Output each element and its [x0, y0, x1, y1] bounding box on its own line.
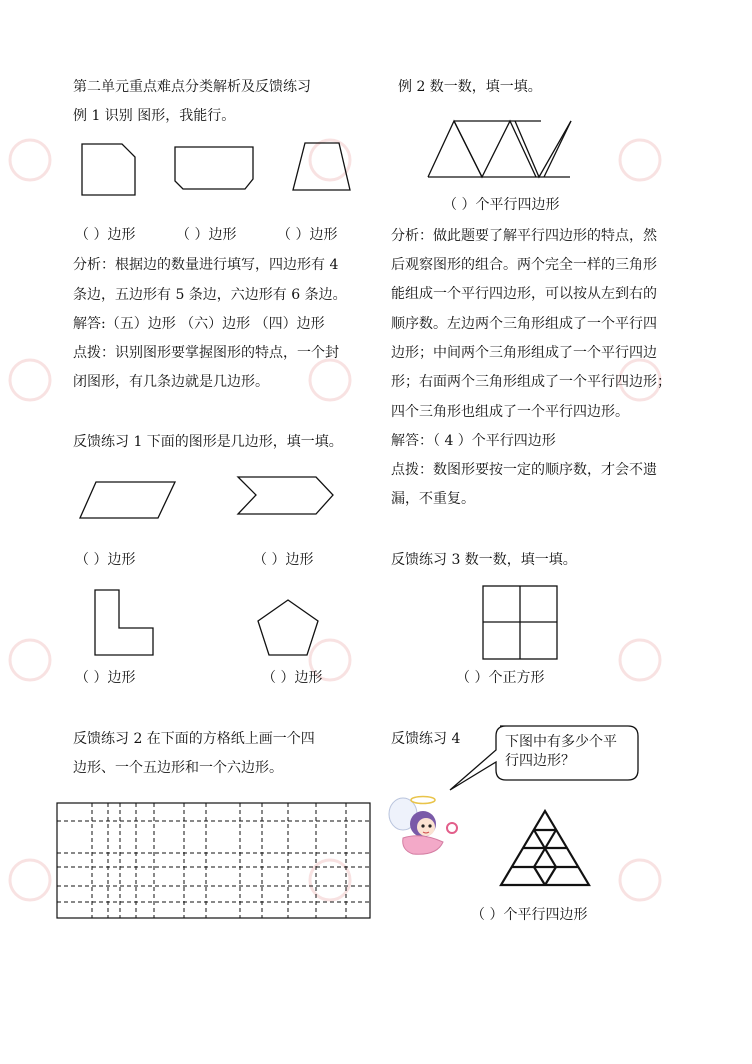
ex1-tip-line-1: 点拨：识别图形要掌握图形的特点，一个封	[73, 345, 339, 361]
example-2-title: 例 2 数一数，填一填。	[398, 79, 542, 95]
angel-girl-illustration	[385, 790, 467, 864]
fb4-blank: （ ）个平行四边形	[471, 907, 588, 923]
fb1-blank-4: （ ）边形	[262, 670, 323, 686]
ex2-analysis-line-3: 能组成一个平行四边形，可以按从左到右的	[391, 286, 657, 302]
quadrilateral-cut-corner-shape	[80, 142, 140, 198]
ex1-tip-line-2: 闭图形，有几条边就是几边形。	[73, 374, 269, 390]
feedback-2-line-1: 反馈练习 2 在下面的方格纸上画一个四	[73, 731, 315, 747]
ex1-blank-3: （ ）边形	[277, 227, 338, 243]
parallelogram-shape	[78, 480, 178, 520]
ex1-analysis-line-1: 分析：根据边的数量进行填写，四边形有 4	[73, 257, 339, 273]
ex2-tip-line-2: 漏，不重复。	[391, 491, 475, 507]
ex2-analysis-line-7: 四个三角形也组成了一个平行四边形。	[391, 404, 629, 420]
arrow-hexagon-shape	[236, 475, 336, 517]
trapezoid-shape	[291, 141, 353, 193]
feedback-4-title: 反馈练习 4	[391, 731, 461, 747]
fb1-blank-1: （ ）边形	[75, 552, 136, 568]
fb1-blank-2: （ ）边形	[253, 552, 314, 568]
triangle-grid-figure	[498, 808, 592, 888]
ex2-analysis-line-5: 边形；中间两个三角形组成了一个平行四边	[391, 345, 657, 361]
fb3-blank: （ ）个正方形	[456, 670, 545, 686]
bubble-line-1: 下图中有多少个平	[505, 734, 617, 750]
ex2-analysis-line-2: 后观察图形的组合。两个完全一样的三角形	[391, 257, 657, 273]
bubble-line-2: 行四边形？	[505, 753, 575, 769]
ex1-answer: 解答:（五）边形 （六）边形 （四）边形	[73, 316, 325, 332]
unit-title: 第二单元重点难点分类解析及反馈练习	[73, 79, 311, 95]
triangles-parallelogram-figure	[426, 118, 574, 180]
ex2-blank: （ ）个平行四边形	[443, 197, 560, 213]
ex2-tip-line-1: 点拨：数图形要按一定的顺序数，才会不遗	[391, 462, 657, 478]
ex2-analysis-line-1: 分析：做此题要了解平行四边形的特点，然	[391, 228, 657, 244]
example-1-title: 例 1 识别 图形，我能行。	[73, 108, 236, 124]
ex1-analysis-line-2: 条边，五边形有 5 条边，六边形有 6 条边。	[73, 287, 347, 303]
ex1-blank-1: （ ）边形	[75, 227, 136, 243]
grid-paper[interactable]	[56, 802, 372, 920]
fb1-blank-3: （ ）边形	[75, 670, 136, 686]
ex1-blank-2: （ ）边形	[176, 227, 237, 243]
feedback-1-title: 反馈练习 1 下面的图形是几边形，填一填。	[73, 434, 343, 450]
pentagon-shape	[256, 598, 320, 658]
ex2-analysis-line-4: 顺序数。左边两个三角形组成了一个平行四	[391, 316, 657, 332]
feedback-3-title: 反馈练习 3 数一数，填一填。	[391, 552, 577, 568]
ex2-answer: 解答：（ 4 ）个平行四边形	[391, 433, 556, 449]
hexagon-shape	[172, 145, 256, 193]
feedback-2-line-2: 边形、一个五边形和一个六边形。	[73, 760, 283, 776]
ex2-analysis-line-6: 形；右面两个三角形组成了一个平行四边形；	[391, 374, 671, 390]
l-hexagon-shape	[93, 588, 157, 658]
four-squares-figure	[481, 584, 559, 662]
